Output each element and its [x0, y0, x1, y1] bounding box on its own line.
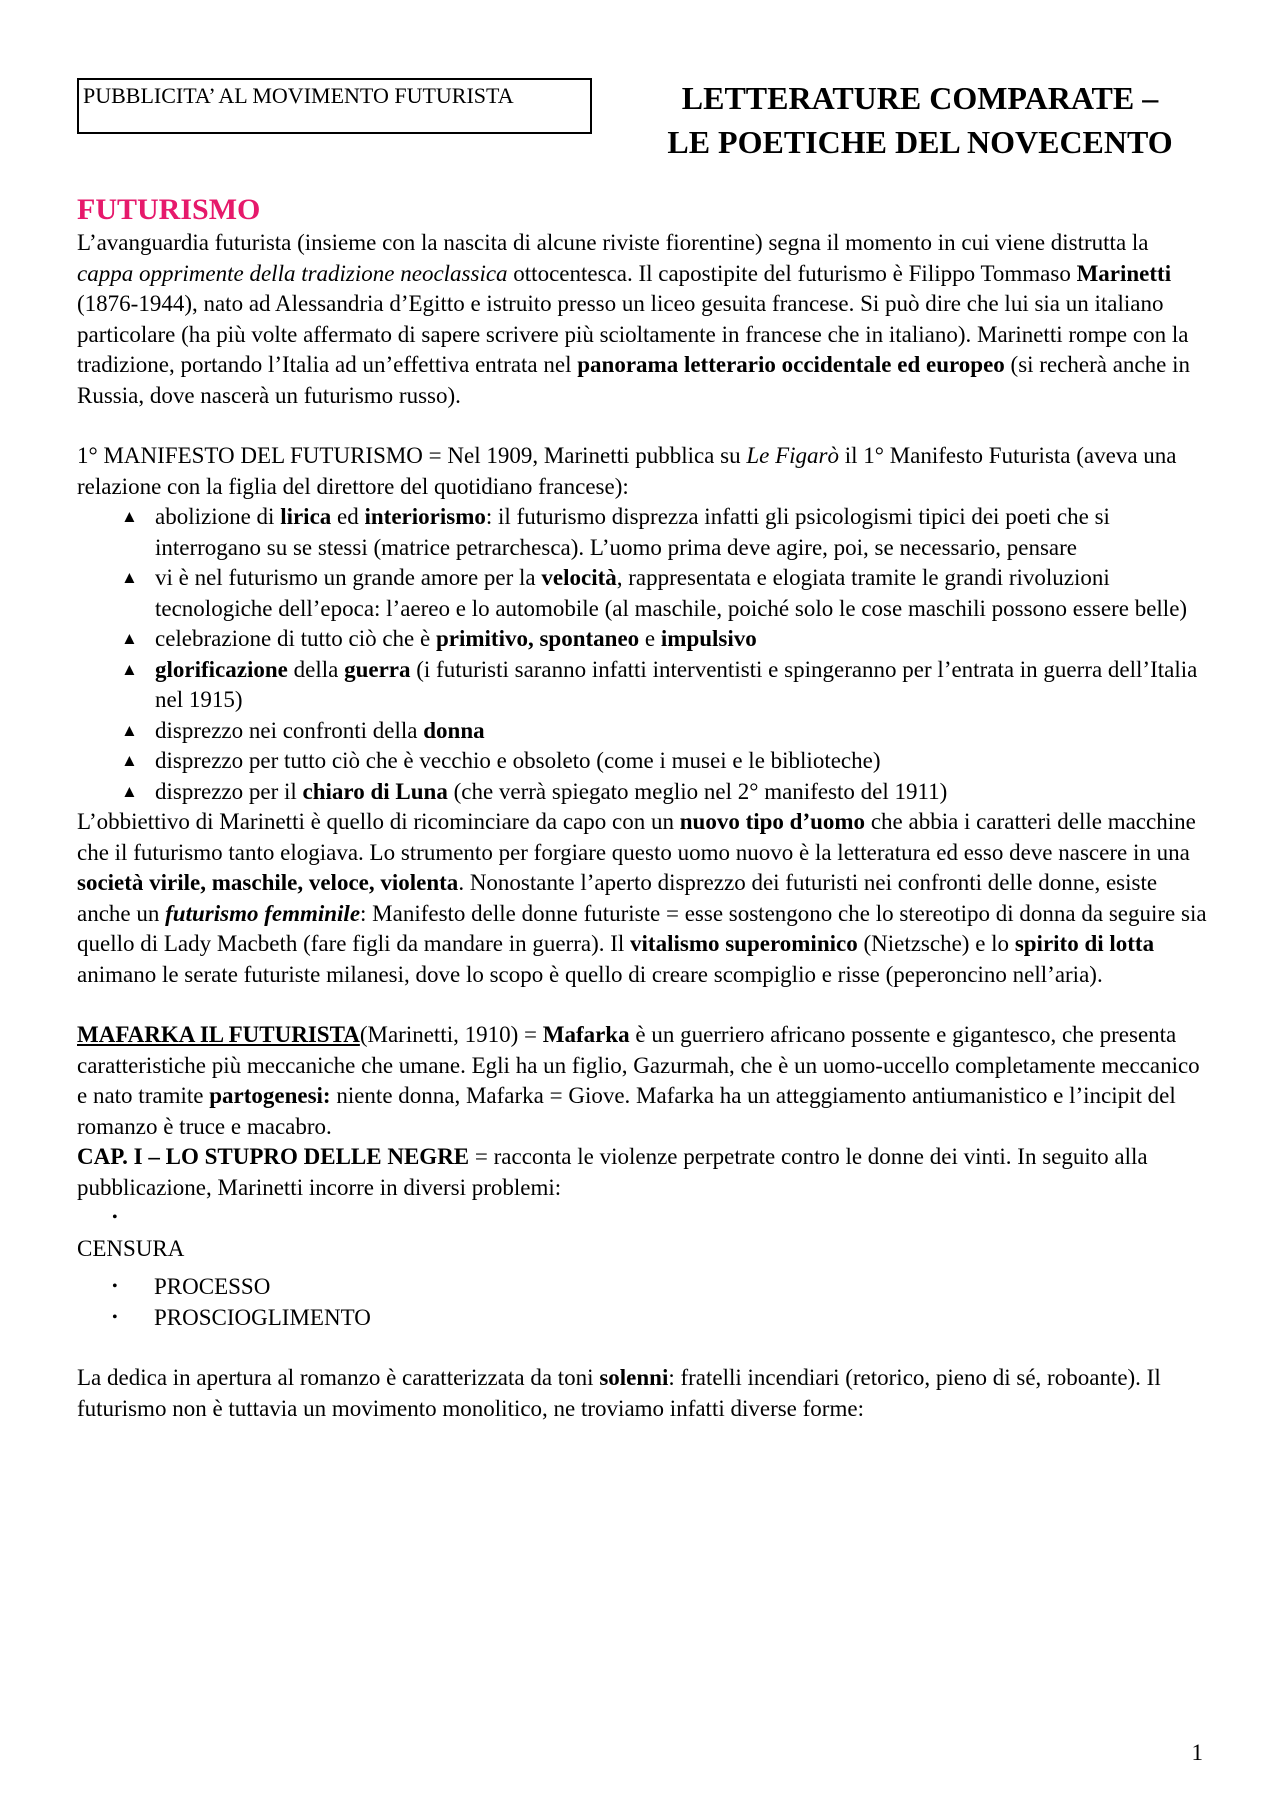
dedication-text: La dedica in apertura al romanzo è caratterizzata da toni — [77, 1365, 600, 1390]
title-line-1: LETTERATURE COMPARATE – — [681, 80, 1159, 116]
manifesto-italic: Le Figarò — [746, 443, 839, 468]
intro-bold: Marinetti — [1076, 260, 1172, 286]
page-number: 1 — [1191, 1740, 1203, 1765]
mafarka-bold: partogenesi: — [209, 1083, 331, 1108]
intro-paragraph — [77, 228, 1207, 411]
list-item — [121, 777, 1207, 808]
mafarka-paragraph — [77, 1020, 1207, 1142]
triangle-bullet-icon: ▲ — [121, 751, 138, 770]
manifesto-text: il 1° Manifesto Futurista (aveva una relazione con la figlia del direttore del quotidiano francese): — [77, 443, 1177, 499]
list-item — [112, 1303, 1207, 1334]
bullet-bold: lirica — [280, 504, 332, 529]
dot-bullet-icon: • — [112, 1209, 118, 1226]
objective-text: animano le serate futuriste milanesi, dove lo scopo è quello di creare scompiglio e risse (peperoncino nell’aria). — [77, 961, 1103, 987]
chapter-text: = racconta le violenze perpetrate contro le donne dei vinti. In seguito alla pubblicazione, Marinetti incorre in diversi problemi: — [77, 1144, 1148, 1200]
manifesto-text: 1° MANIFESTO DEL FUTURISMO = Nel 1909, Marinetti pubblica su — [77, 443, 747, 468]
triangle-bullet-icon: ▲ — [121, 568, 138, 587]
intro-text: (si recherà anche in Russia, dove nascerà un futurismo russo). — [77, 352, 1190, 408]
dedication-text: : fratelli incendiari (retorico, pieno di sé, roboante). Il futurismo non è tuttavia un movimento monolitico, ne troviamo infatti diverse forme: — [77, 1365, 1161, 1421]
manifesto-bullet-list — [77, 502, 1207, 807]
problems-list — [77, 1203, 1207, 1234]
bullet-bold: velocità — [541, 565, 617, 590]
list-item — [112, 1203, 1207, 1234]
bullet-text: vi è nel futurismo un grande amore per la — [155, 565, 542, 590]
bullet-text: celebrazione di tutto ciò che è — [155, 626, 436, 651]
mafarka-text: è un guerriero africano possente e gigantesco, che presenta caratteristiche più meccaniche che umane. Egli ha un figlio, Gazurmah, che è un uomo-uccello completamente meccanico e nato tramite — [77, 1022, 1200, 1108]
bullet-text: , rappresentata e elogiata tramite le grandi rivoluzioni tecnologiche dell’epoca: l’aereo e lo automobile (al maschile, poiché solo le cose maschili possono essere belle) — [155, 565, 1188, 621]
title-line-2: LE POETICHE DEL NOVECENTO — [667, 124, 1173, 160]
bullet-text: disprezzo per tutto ciò che è vecchio e obsoleto (come i musei e le biblioteche) — [155, 748, 881, 773]
dedication-paragraph — [77, 1363, 1207, 1424]
boxed-label-text: PUBBLICITA’ AL MOVIMENTO FUTURISTA — [83, 83, 514, 108]
objective-text: (Nietzsche) e lo — [857, 931, 1015, 956]
bullet-text: disprezzo nei confronti della — [155, 717, 424, 743]
objective-paragraph — [77, 807, 1207, 990]
bullet-text: (i futuristi saranno infatti interventisti e spingeranno per l’entrata in guerra dell’Italia nel 1915) — [155, 656, 1198, 712]
bullet-bold: impulsivo — [660, 626, 757, 651]
intro-text: ottocentesca. Il capostipite del futurismo è Filippo Tommaso — [507, 260, 1077, 286]
chapter-heading: CAP. I – LO STUPRO DELLE NEGRE — [77, 1144, 470, 1169]
intro-italic: cappa opprimente della tradizione neoclassica — [77, 260, 508, 286]
bullet-bold: chiaro di Luna — [302, 778, 448, 804]
bullet-bold: guerra — [344, 656, 411, 682]
list-item — [121, 716, 1207, 747]
problem-text: PROSCIOGLIMENTO — [154, 1304, 371, 1330]
triangle-bullet-icon: ▲ — [121, 507, 138, 526]
dedication-bold: solenni — [599, 1365, 669, 1390]
bullet-text: abolizione di — [155, 504, 281, 529]
bullet-text: disprezzo per il — [155, 778, 303, 804]
triangle-bullet-icon: ▲ — [121, 720, 138, 740]
problem-censura: CENSURA — [77, 1235, 185, 1261]
objective-text: L’obbiettivo di Marinetti è quello di ricominciare da capo con un — [77, 809, 680, 834]
objective-bold: nuovo tipo d’uomo — [679, 809, 866, 834]
paragraph-gap — [77, 990, 1207, 1020]
list-item — [121, 563, 1207, 624]
bullet-text: della — [287, 656, 345, 682]
spacer — [77, 1264, 1207, 1272]
paragraph-gap — [77, 411, 1207, 441]
mafarka-heading: MAFARKA IL FUTURISTA — [77, 1022, 360, 1047]
objective-bold: società virile, maschile, veloce, violenta — [77, 870, 459, 895]
mafarka-bold: Mafarka — [542, 1022, 630, 1047]
objective-text: che abbia i caratteri delle macchine che il futurismo tanto elogiava. Lo strumento per forgiare questo uomo nuovo è la letteratura ed esso deve nascere in una — [77, 809, 1196, 865]
bullet-text: e — [639, 626, 661, 651]
intro-text: (1876-1944), nato ad Alessandria d’Egitto e istruito presso un liceo gesuita francese. Si può dire che lui sia un italiano particolare (ha più volte affermato di sapere scrivere più scioltamente in francese che in italiano). Marinetti rompe con la tradizione, portando l’Italia ad un’effettiva entrata nel — [77, 291, 1189, 377]
section-heading: FUTURISMO — [77, 193, 261, 226]
bullet-text: ed — [331, 504, 365, 529]
dot-bullet-icon: • — [112, 1308, 118, 1326]
bullet-bold: donna — [423, 717, 485, 743]
bullet-text: : il futurismo disprezza infatti gli psicologismi tipici dei poeti che si interrogano su se stessi (matrice petrarchesca). L’uomo prima deve agire, poi, se necessario, pensare — [155, 504, 1110, 560]
list-item — [121, 624, 1207, 655]
triangle-bullet-icon: ▲ — [121, 659, 138, 679]
list-item — [121, 502, 1207, 563]
intro-text: L’avanguardia futurista (insieme con la nascita di alcune riviste fiorentine) segna il momento in cui viene distrutta la — [77, 230, 1149, 255]
dot-bullet-icon: • — [112, 1278, 118, 1295]
mafarka-text: niente donna, Mafarka = Giove. Mafarka ha un atteggiamento antiumanistico e l’incipit del romanzo è truce e macabro. — [77, 1083, 1176, 1139]
document-body — [77, 192, 1207, 1424]
manifesto-paragraph — [77, 441, 1207, 502]
objective-text: : Manifesto delle donne futuriste = esse sostengono che lo stereotipo di donna da seguire sia quello di Lady Macbeth (fare figli da mandare in guerra). Il — [77, 900, 1207, 956]
objective-bold: spirito di lotta — [1014, 931, 1155, 956]
boxed-label — [77, 78, 592, 134]
bullet-text: (che verrà spiegato meglio nel 2° manifesto del 1911) — [447, 778, 948, 804]
mafarka-text: (Marinetti, 1910) = — [359, 1022, 543, 1047]
objective-bold-italic: futurismo femminile — [165, 900, 361, 926]
list-item — [121, 655, 1207, 716]
problems-list — [77, 1272, 1207, 1333]
list-item — [112, 1272, 1207, 1303]
list-item — [121, 746, 1207, 777]
chapter-paragraph — [77, 1142, 1207, 1203]
triangle-bullet-icon: ▲ — [121, 781, 138, 801]
objective-bold: vitalismo superominico — [630, 931, 858, 956]
bullet-bold: primitivo, spontaneo — [435, 626, 640, 651]
objective-text: . Nonostante l’aperto disprezzo dei futuristi nei confronti delle donne, esiste anche un — [77, 870, 1158, 926]
triangle-bullet-icon: ▲ — [121, 629, 138, 648]
paragraph-gap — [77, 1333, 1207, 1363]
document-title — [600, 76, 1240, 164]
intro-bold: panorama letterario occidentale ed europeo — [577, 352, 1005, 377]
problem-text: PROCESSO — [154, 1274, 271, 1299]
bullet-bold: interiorismo — [364, 504, 486, 529]
bullet-bold: glorificazione — [155, 656, 288, 682]
